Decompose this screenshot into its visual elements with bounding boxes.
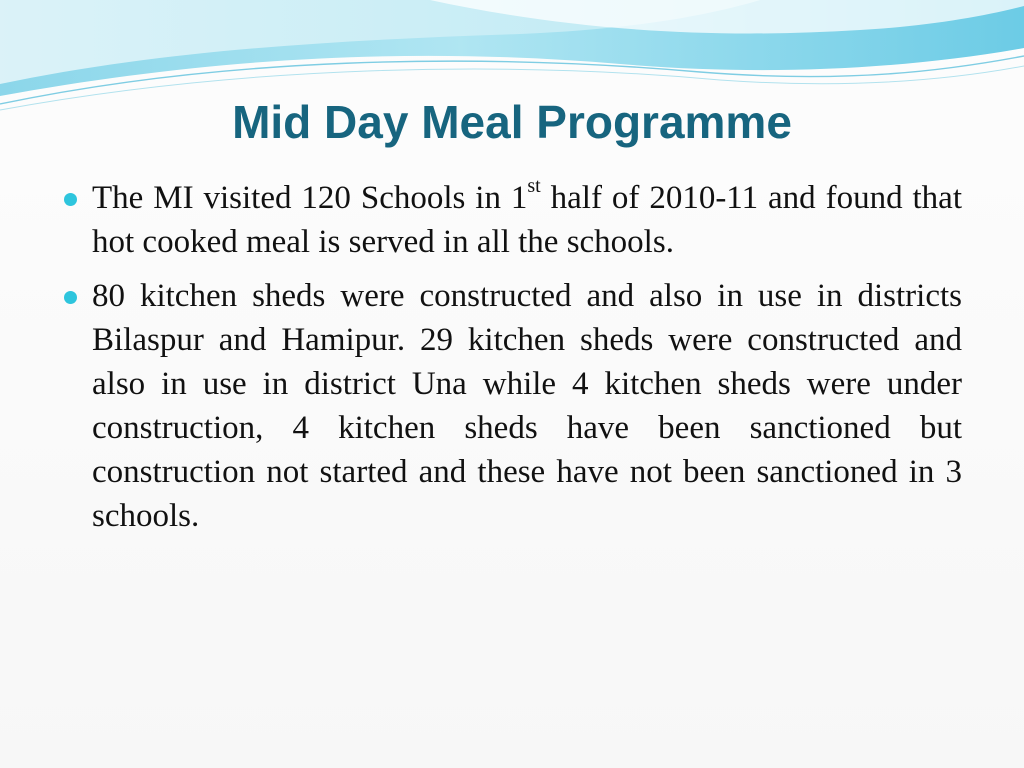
ordinal-superscript: st xyxy=(527,175,541,197)
bullet-dot-icon xyxy=(64,193,77,206)
bullet-dot-icon xyxy=(64,291,77,304)
bullet-item xyxy=(62,176,962,264)
bullet-text: 80 kitchen sheds were constructed and also in use in districts Bilaspur and Hamipur. 29 kitchen sheds were constructed and also in use in district Una while 4 kitchen sheds were under construction, 4 kitchen sheds have been sanctioned but construction not started and these have not been sanctioned in 3 schools. xyxy=(92,278,962,534)
bullet-text-part: The MI visited 120 Schools in 1 xyxy=(92,180,528,216)
bullet-text-part: half of 2010-11 and found that hot cooked meal is served in all the schools. xyxy=(92,180,962,260)
bullet-list xyxy=(62,176,962,548)
bullet-item xyxy=(62,274,962,538)
slide-title: Mid Day Meal Programme xyxy=(232,96,792,148)
